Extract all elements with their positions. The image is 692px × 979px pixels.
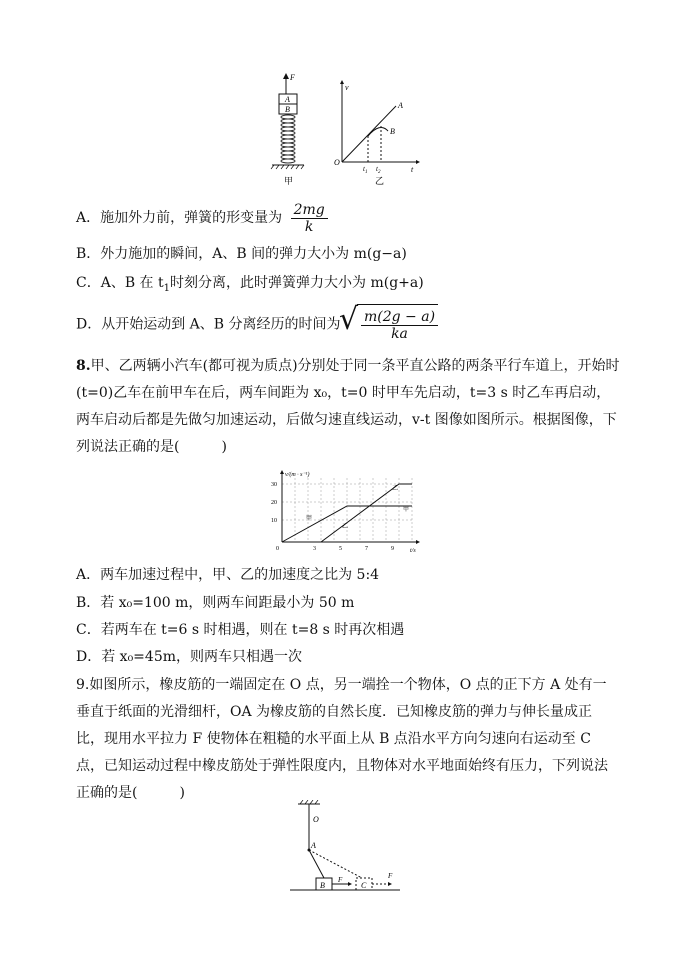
q8-origin: 0 (276, 546, 279, 552)
q7-option-b[interactable]: B．外力施加的瞬间，A、B 间的弹力大小为 m(g−a) (76, 246, 407, 262)
origin-O: O (334, 158, 340, 167)
curve-label-B: B (390, 127, 395, 136)
q8-xtick-5: 5 (339, 546, 342, 552)
fraction-2mg-k: $\frac{2mg}{k}$ (291, 202, 328, 235)
q8-xlabel: t/s (410, 548, 416, 554)
tick-t1: $t_1$ (363, 165, 368, 175)
q8-ytick-20: 20 (271, 500, 277, 506)
line-label-A: A (398, 101, 403, 110)
q8-option-d[interactable]: D．若 x₀=45m，则两车只相遇一次 (76, 649, 303, 665)
label-block-A: A (285, 95, 290, 104)
q7-option-c[interactable]: C．A、B 在 $t_1$时刻分离，此时弹簧弹力大小为 m(g+a) (76, 275, 424, 294)
q9-label-F-end: F (388, 872, 393, 880)
spring-apparatus (271, 73, 304, 186)
figure-spring-vt (270, 70, 430, 190)
q8-option-a[interactable]: A．两车加速过程中，甲、乙的加速度之比为 5:4 (76, 567, 380, 583)
q9-label-C: C (361, 881, 367, 890)
q9-stem: 9.如图所示，橡皮筋的一端固定在 O 点，另一端拴一个物体，O 点的正下方 A 处有一垂直于纸面的光滑细杆，OA 为橡皮筋的自然长度．已知橡皮筋的弹力与伸长量成正比，现用水平拉力 F 使物体在粗糙的水平面上从 B 点沿水平方向匀速向右运动至 C 点，已知运动过程中橡皮筋处于弹性限度内，且物体对水平地面始终有压力，下列说法正确的是( ) (76, 677, 608, 801)
q9-label-A: A (311, 841, 316, 850)
q8-ylabel: v/(m · s⁻¹) (285, 472, 310, 478)
caption-jia: 甲 (284, 176, 294, 186)
q9-label-F-mid: F (338, 876, 343, 884)
q8-xtick-9: 9 (391, 546, 394, 552)
q8-ytick-30: 30 (271, 482, 277, 488)
q9-label-O: O (313, 815, 319, 824)
q8-label-jia-right: 甲 (403, 507, 410, 513)
q8-xtick-7: 7 (365, 546, 368, 552)
axis-v: v (345, 83, 349, 92)
q7-option-a[interactable]: A．施加外力前，弹簧的形变量为 $\frac{2mg}{k}$ (76, 198, 328, 238)
vt-graph-small (334, 80, 420, 186)
sqrt-expression: √ $\frac{m(2g - a)}{ka}$ (351, 304, 438, 345)
q8-label-yi-right: 乙 (392, 486, 399, 492)
q9-label-B: B (320, 881, 325, 890)
q8-label-yi: 乙 (342, 524, 349, 530)
label-block-B: B (285, 105, 290, 114)
q7-option-d[interactable]: D．从开始运动到 A、B 分离经历的时间为 √ $\frac{m(2g - a)}{ka}$ (76, 304, 438, 344)
q8-stem: 8.甲、乙两辆小汽车(都可视为质点)分别处于同一条平直公路的两条平行车道上，开始时(t=0)乙车在前甲车在后，两车间距为 x₀，t=0 时甲车先启动，t=3 s 时乙车再启动，两车启动后都是先做匀加速运动，后做匀速直线运动，v-t 图像如图所示。根据图像，下列说法正确的是( ) (76, 358, 620, 455)
q8-vt-graph (262, 468, 432, 556)
q8-xtick-3: 3 (313, 546, 316, 552)
q9-figure (290, 800, 410, 896)
axis-t: t (411, 165, 414, 174)
q8-number: 8. (76, 358, 91, 374)
q8-label-jia: 甲 (306, 516, 313, 522)
tick-t2: $t_2$ (376, 165, 381, 175)
label-F: F (290, 73, 295, 82)
q8-option-c[interactable]: C．若两车在 t=6 s 时相遇，则在 t=8 s 时再次相遇 (76, 622, 405, 638)
q8-ytick-10: 10 (271, 518, 277, 524)
caption-yi: 乙 (375, 176, 385, 186)
q8-option-b[interactable]: B．若 x₀=100 m，则两车间距最小为 50 m (76, 595, 355, 611)
